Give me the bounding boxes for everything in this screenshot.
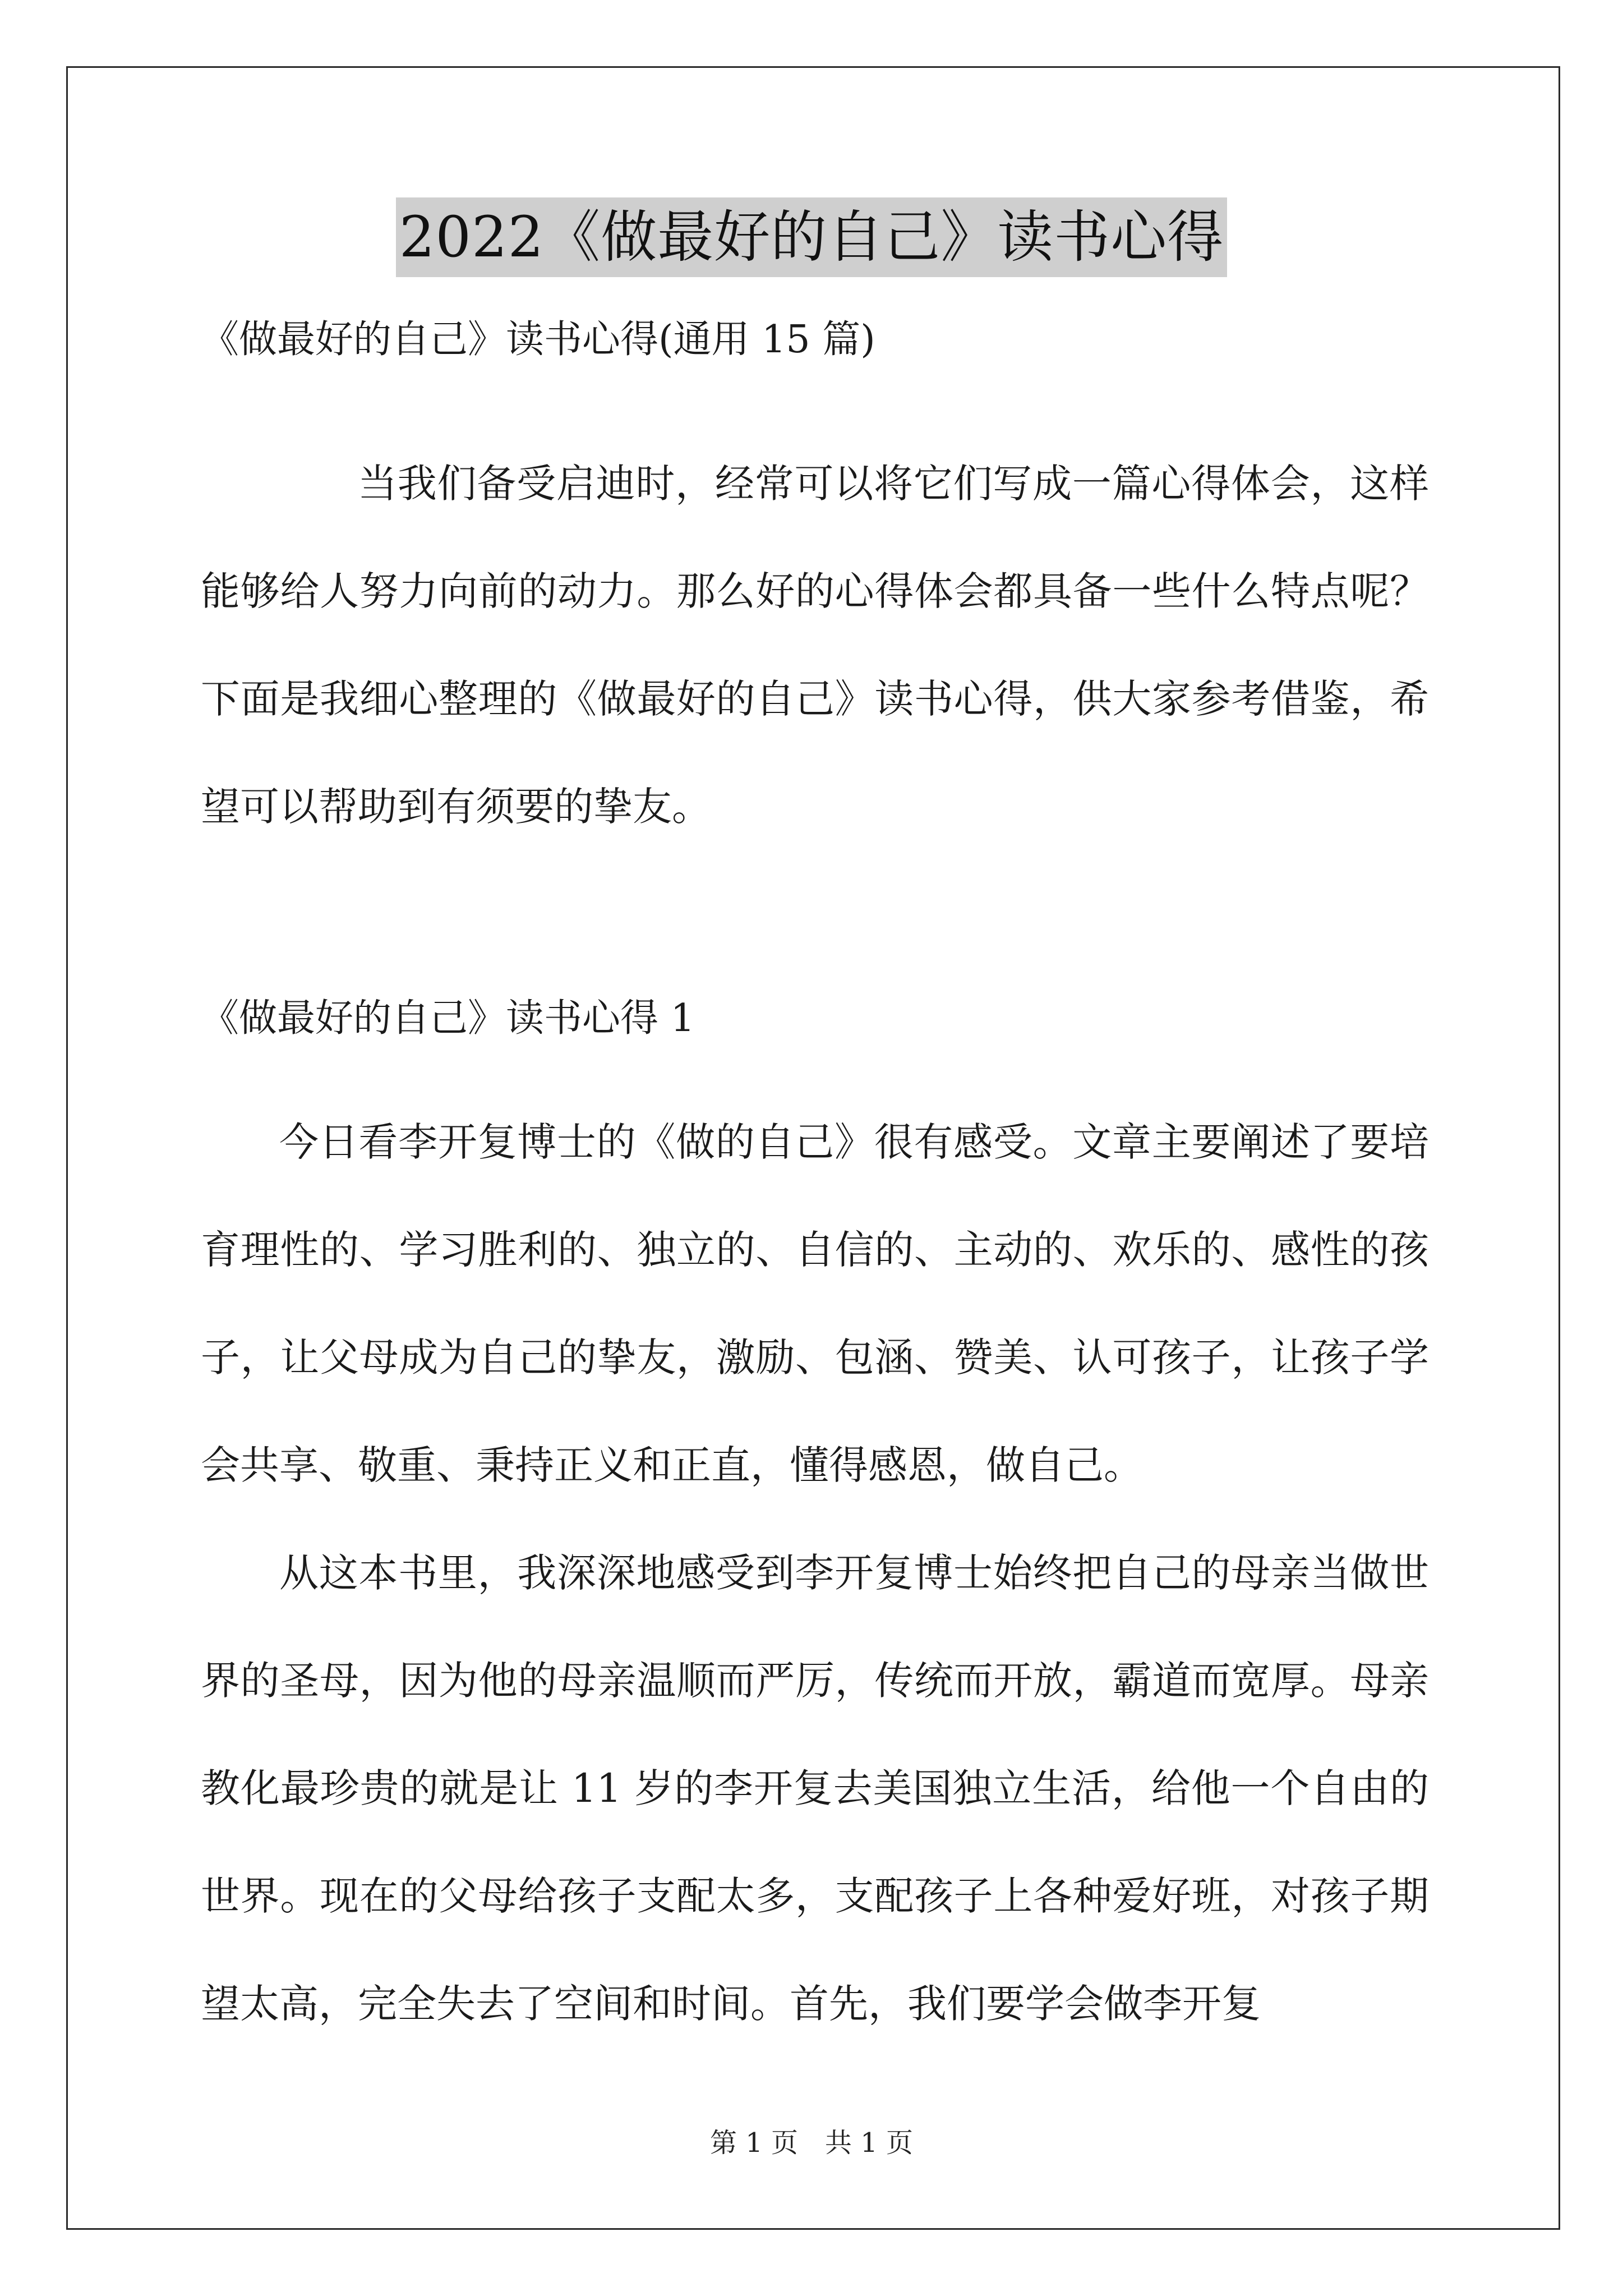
section-heading: 《做最好的自己》读书心得 1	[201, 996, 695, 1041]
title-container	[0, 197, 1623, 277]
subtitle-block	[201, 312, 1429, 368]
page-total: 共 1 页	[825, 2127, 914, 2159]
section-heading-block	[201, 991, 1429, 1047]
page-number: 第 1 页	[709, 2127, 798, 2159]
intro-paragraph: 当我们备受启迪时，经常可以将它们写成一篇心得体会，这样能够给人努力向前的动力。那么好的心得体会都具备一些什么特点呢？下面是我细心整理的《做最好的自己》读书心得，供大家参考借鉴，希望可以帮助到有须要的挚友。	[201, 461, 1429, 830]
body-paragraph-1: 今日看李开复博士的《做的自己》很有感受。文章主要阐述了要培育理性的、学习胜利的、独立的、自信的、主动的、欢乐的、感性的孩子，让父母成为自己的挚友，激励、包涵、赞美、认可孩子，让孩子学会共享、敬重、秉持正义和正直，懂得感恩，做自己。	[201, 1119, 1429, 1488]
document-subtitle: 《做最好的自己》读书心得(通用 15 篇)	[201, 318, 875, 362]
intro-block	[201, 430, 1429, 861]
body-paragraph-2: 从这本书里，我深深地感受到李开复博士始终把自己的母亲当做世界的圣母，因为他的母亲温顺而严厉，传统而开放，霸道而宽厚。母亲教化最珍贵的就是让 11 岁的李开复去美国独立生活，给他一个自由的世界。现在的父母给孩子支配太多，支配孩子上各种爱好班，对孩子期望太高，完全失去了空间和时间。首先，我们要学会做李开复	[201, 1550, 1429, 2027]
page-footer	[0, 2126, 1623, 2160]
document-title: 2022《做最好的自己》读书心得	[396, 197, 1228, 277]
body-block	[201, 1088, 1429, 2058]
